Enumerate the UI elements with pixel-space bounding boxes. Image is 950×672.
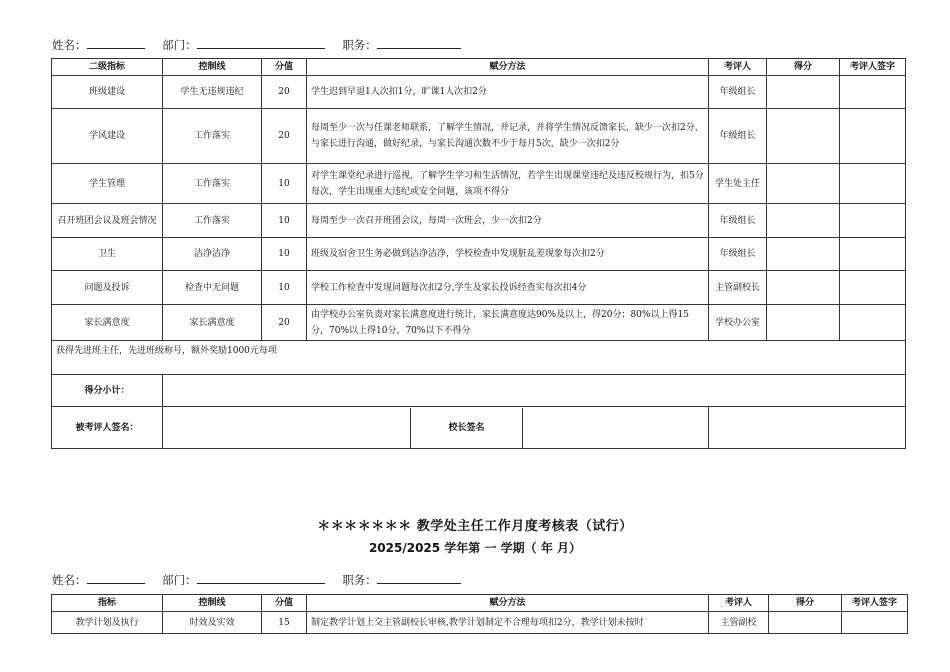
cell-assessor: 主管副校 <box>709 612 769 634</box>
table-row <box>52 204 906 238</box>
cell-signature[interactable] <box>840 164 906 204</box>
cell-score: 15 <box>262 612 307 634</box>
dept-blank[interactable] <box>197 572 325 584</box>
signature-row <box>52 407 906 449</box>
assessee-sign-space[interactable] <box>163 408 411 448</box>
header-assessor: 考评人 <box>709 595 769 612</box>
header-indicator: 指标 <box>52 595 163 612</box>
cell-points[interactable] <box>767 109 840 164</box>
name-blank[interactable] <box>87 572 145 584</box>
header-score: 分值 <box>262 595 307 612</box>
title-blank[interactable] <box>377 572 461 584</box>
cell-control: 洁净洁净 <box>163 238 262 271</box>
table-row <box>52 612 908 634</box>
header-method: 赋分方法 <box>307 595 709 612</box>
cell-control: 家长满意度 <box>163 305 262 341</box>
header-points: 得分 <box>767 59 840 76</box>
cell-score: 10 <box>262 238 307 271</box>
cell-method: 制定教学计划上交主管副校长审核,教学计划制定不合理每项扣2分，教学计划未按时 <box>307 612 709 634</box>
cell-indicator: 学生管理 <box>52 164 163 204</box>
section2-title: ＊＊＊＊＊＊＊ 教学处主任工作月度考核表（试行） <box>317 519 633 534</box>
cell-points[interactable] <box>767 204 840 238</box>
cell-method: 每周至少一次召开班团会议，每周一次班会，少一次扣2分 <box>307 204 709 238</box>
name-blank[interactable] <box>87 37 145 49</box>
cell-method: 学校工作检查中发现问题每次扣2分,学生及家长投诉经查实每次扣4分 <box>307 271 709 305</box>
cell-points[interactable] <box>767 271 840 305</box>
cell-assessor: 年级组长 <box>709 76 767 109</box>
header-indicator: 二级指标 <box>52 59 163 76</box>
principal-sign-space-a[interactable] <box>522 408 708 448</box>
dept-label: 部门： <box>162 38 197 52</box>
cell-control: 时效及实效 <box>163 612 262 634</box>
cell-signature[interactable] <box>840 204 906 238</box>
cell-signature[interactable] <box>842 612 908 634</box>
dept-blank[interactable] <box>197 37 325 49</box>
table-row <box>52 76 906 109</box>
cell-control: 检查中无问题 <box>163 271 262 305</box>
title-label: 职务： <box>342 38 377 52</box>
table-row <box>52 238 906 271</box>
cell-method: 对学生课堂纪录进行巡视，了解学生学习和生活情况，若学生出现课堂违纪及违反校规行为，扣5分每次，学生出现重大违纪或安全问题，该项不得分 <box>307 164 709 204</box>
cell-method: 由学校办公室负责对家长满意度进行统计，家长满意度达90%及以上，得20分；80%以上得15分，70%以上得10分，70%以下不得分 <box>307 305 709 341</box>
cell-score: 10 <box>262 204 307 238</box>
header-signature: 考评人签字 <box>842 595 908 612</box>
cell-score: 20 <box>262 76 307 109</box>
cell-score: 10 <box>262 271 307 305</box>
cell-indicator: 家长满意度 <box>52 305 163 341</box>
cell-signature[interactable] <box>840 109 906 164</box>
principal-sign-label: 校长签名 <box>448 422 485 433</box>
cell-signature[interactable] <box>840 238 906 271</box>
table-row <box>52 109 906 164</box>
cell-assessor: 年级组长 <box>709 109 767 164</box>
header-control: 控制线 <box>163 59 262 76</box>
info-line-2 <box>52 572 461 588</box>
header-points: 得分 <box>769 595 842 612</box>
subtotal-label: 得分小计： <box>52 375 163 407</box>
title-label: 职务： <box>342 573 377 587</box>
cell-indicator: 召开班团会议及班会情况 <box>52 204 163 238</box>
cell-score: 20 <box>262 305 307 341</box>
cell-signature[interactable] <box>840 271 906 305</box>
header-method: 赋分方法 <box>307 59 709 76</box>
dept-label: 部门： <box>162 573 197 587</box>
cell-method: 班级及宿舍卫生务必做到洁净洁净，学校检查中发现脏乱差现象每次扣2分 <box>307 238 709 271</box>
table2-header-row <box>52 595 908 612</box>
cell-control: 工作落实 <box>163 109 262 164</box>
cell-score: 20 <box>262 109 307 164</box>
cell-control: 学生无违规违纪 <box>163 76 262 109</box>
table-row <box>52 305 906 341</box>
cell-indicator: 教学计划及执行 <box>52 612 163 634</box>
cell-assessor: 学校办公室 <box>709 305 767 341</box>
cell-assessor: 主管副校长 <box>709 271 767 305</box>
assessment-table-1 <box>51 58 906 449</box>
cell-assessor: 年级组长 <box>709 204 767 238</box>
cell-method: 学生迟到早退1人次扣1分，旷课1人次扣2分 <box>307 76 709 109</box>
assessee-sign-cell[interactable] <box>163 407 709 449</box>
cell-assessor: 年级组长 <box>709 238 767 271</box>
header-control: 控制线 <box>163 595 262 612</box>
cell-points[interactable] <box>767 238 840 271</box>
cell-signature[interactable] <box>840 76 906 109</box>
table-row <box>52 271 906 305</box>
bonus-note: 获得先进班主任，先进班级称号，额外奖励1000元每项 <box>52 341 906 375</box>
principal-sign-space[interactable] <box>709 407 906 449</box>
cell-points[interactable] <box>767 76 840 109</box>
title-blank[interactable] <box>377 37 461 49</box>
cell-score: 10 <box>262 164 307 204</box>
subtotal-row <box>52 375 906 407</box>
bonus-row <box>52 341 906 375</box>
cell-control: 工作落实 <box>163 164 262 204</box>
assessee-sign-label: 被考评人签名： <box>52 407 163 449</box>
cell-points[interactable] <box>769 612 842 634</box>
section2-subtitle: 2025/2025 学年第 一 学期（ 年 月） <box>368 541 582 555</box>
cell-indicator: 班级建设 <box>52 76 163 109</box>
header-score: 分值 <box>262 59 307 76</box>
cell-points[interactable] <box>767 164 840 204</box>
name-label: 姓名： <box>52 573 87 587</box>
header-signature: 考评人签字 <box>840 59 906 76</box>
cell-points[interactable] <box>767 305 840 341</box>
cell-indicator: 学风建设 <box>52 109 163 164</box>
subtotal-value-cell[interactable] <box>163 375 906 407</box>
header-assessor: 考评人 <box>709 59 767 76</box>
cell-method: 每周至少一次与任课老师联系，了解学生情况，并记录，并将学生情况反馈家长，缺少一次扣2分，与家长进行沟通，做好纪录，与家长沟通次数不少于每月5次，缺少一次扣2分 <box>307 109 709 164</box>
cell-control: 工作落实 <box>163 204 262 238</box>
table1-header-row <box>52 59 906 76</box>
assessment-table-2 <box>51 594 908 634</box>
cell-assessor: 学生处主任 <box>709 164 767 204</box>
table-row <box>52 164 906 204</box>
cell-signature[interactable] <box>840 305 906 341</box>
cell-indicator: 卫生 <box>52 238 163 271</box>
info-line-1 <box>52 37 461 53</box>
cell-indicator: 问题及投诉 <box>52 271 163 305</box>
name-label: 姓名： <box>52 38 87 52</box>
